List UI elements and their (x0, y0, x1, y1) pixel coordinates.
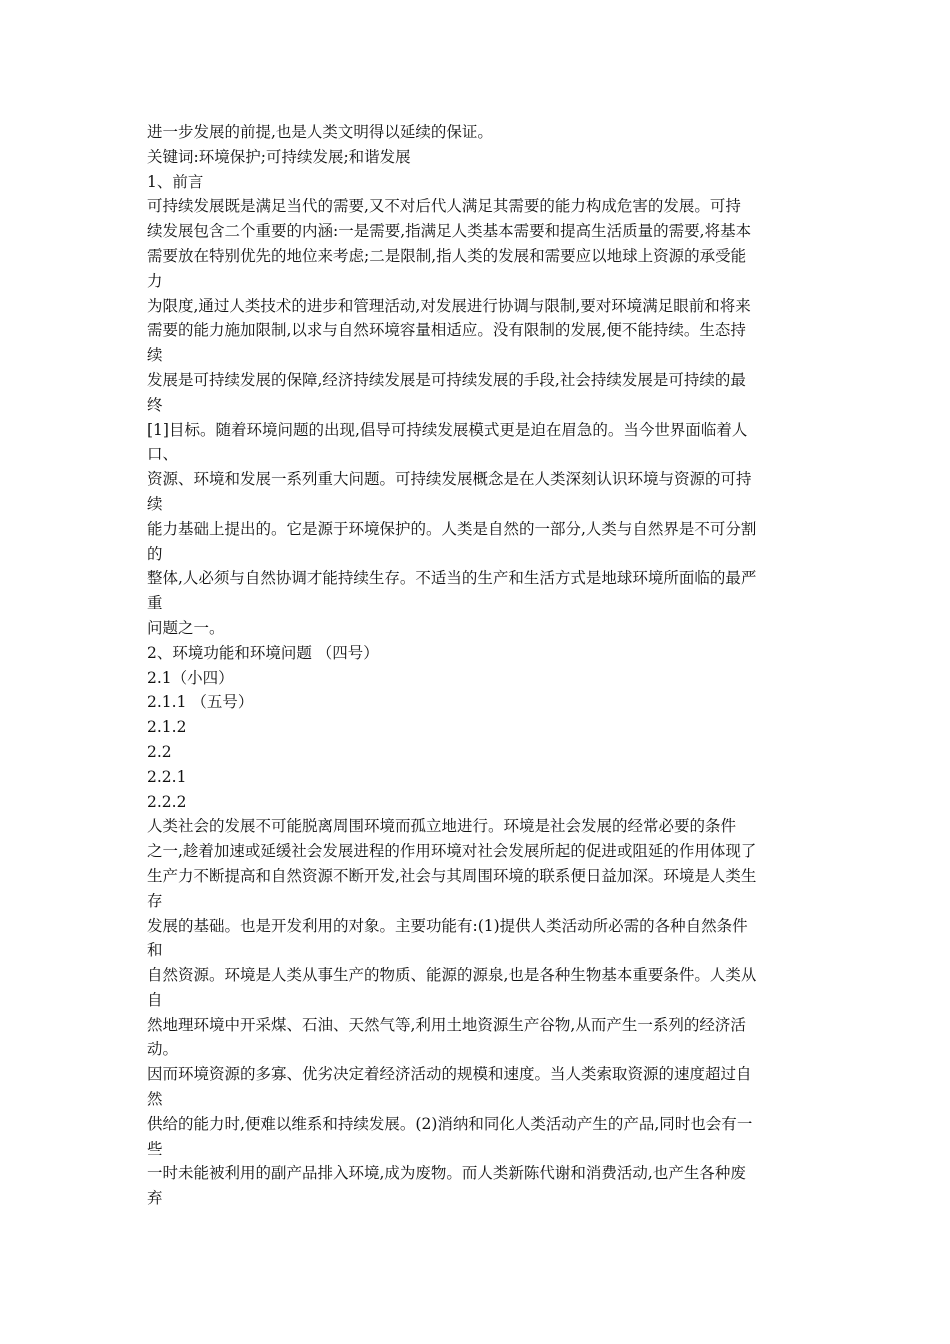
text-line: 重 (147, 594, 163, 613)
text-line: 因而环境资源的多寡、优劣决定着经济活动的规模和速度。当人类索取资源的速度超过自 (147, 1065, 752, 1084)
text-line: 资源、环境和发展一系列重大问题。可持续发展概念是在人类深刻认识环境与资源的可持 (147, 470, 752, 489)
text-line: 动。 (147, 1040, 179, 1059)
text-line: 2.1.2 (147, 718, 187, 737)
text-line: 2.2.2 (147, 792, 187, 811)
text-line: 一时未能被利用的副产品排入环境,成为废物。而人类新陈代谢和消费活动,也产生各种废 (147, 1164, 746, 1183)
text-line: 弃 (147, 1189, 163, 1208)
text-line: 关键词:环境保护;可持续发展;和谐发展 (147, 147, 411, 166)
text-line: 人类社会的发展不可能脱离周围环境而孤立地进行。环境是社会发展的经常必要的条件 (147, 817, 737, 836)
text-line: 2.2.1 (147, 767, 187, 786)
text-line: 然 (147, 1090, 163, 1109)
text-line: 为限度,通过人类技术的进步和管理活动,对发展进行协调与限制,要对环境满足眼前和将来 (147, 296, 751, 315)
text-line: 1、前言 (147, 172, 204, 191)
text-line: 需要放在特别优先的地位来考虑;二是限制,指人类的发展和需要应以地球上资源的承受能 (147, 246, 747, 265)
text-line: 需要的能力施加限制,以求与自然环境容量相适应。没有限制的发展,便不能持续。生态持 (147, 321, 746, 340)
text-line: 存 (147, 891, 163, 910)
text-line: 进一步发展的前提,也是人类文明得以延续的保证。 (147, 123, 493, 141)
text-line: 问题之一。 (147, 618, 225, 637)
text-line: 生产力不断提高和自然资源不断开发,社会与其周围环境的联系便日益加深。环境是人类生 (147, 866, 757, 885)
text-line: 续发展包含二个重要的内涵:一是需要,指满足人类基本需要和提高生活质量的需要,将基本 (147, 222, 752, 241)
text-line: 整体,人必须与自然协调才能持续生存。不适当的生产和生活方式是地球环境所面临的最严 (147, 569, 757, 588)
text-line: 终 (147, 395, 163, 414)
text-line: [1]目标。随着环境问题的出现,倡导可持续发展模式更是迫在眉急的。当今世界面临着人 (147, 420, 748, 439)
text-line: 自然资源。环境是人类从事生产的物质、能源的源泉,也是各种生物基本重要条件。人类从 (147, 966, 757, 985)
text-line: 些 (147, 1139, 163, 1158)
text-line: 发展的基础。也是开发利用的对象。主要功能有:(1)提供人类活动所必需的各种自然条件 (147, 916, 748, 935)
text-line: 可持续发展既是满足当代的需要,又不对后代人满足其需要的能力构成危害的发展。可持 (147, 197, 741, 216)
text-line: 力 (147, 271, 163, 290)
text-line: 能力基础上提出的。它是源于环境保护的。人类是自然的一部分,人类与自然界是不可分割 (147, 519, 757, 538)
text-line: 和 (147, 941, 163, 960)
text-line: 的 (147, 544, 163, 563)
text-line: 2.1.1 （五号） (147, 693, 254, 712)
text-line: 之一,趁着加速或延缓社会发展进程的作用环境对社会发展所起的促进或阻延的作用体现了 (147, 842, 757, 861)
text-line: 口、 (147, 445, 179, 464)
body-text (147, 120, 817, 1211)
text-line: 然地理环境中开采煤、石油、天然气等,利用土地资源生产谷物,从而产生一系列的经济活 (147, 1015, 746, 1034)
text-line: 供给的能力时,便难以维系和持续发展。(2)消纳和同化人类活动产生的产品,同时也会有一 (147, 1114, 753, 1133)
text-line: 续 (147, 494, 163, 513)
text-line: 自 (147, 990, 163, 1009)
text-line: 2、环境功能和环境问题 （四号） (147, 643, 379, 662)
text-line: 发展是可持续发展的保障,经济持续发展是可持续发展的手段,社会持续发展是可持续的最 (147, 370, 746, 389)
text-line: 2.1（小四） (147, 668, 234, 687)
text-line: 续 (147, 346, 163, 365)
text-line: 2.2 (147, 742, 172, 761)
